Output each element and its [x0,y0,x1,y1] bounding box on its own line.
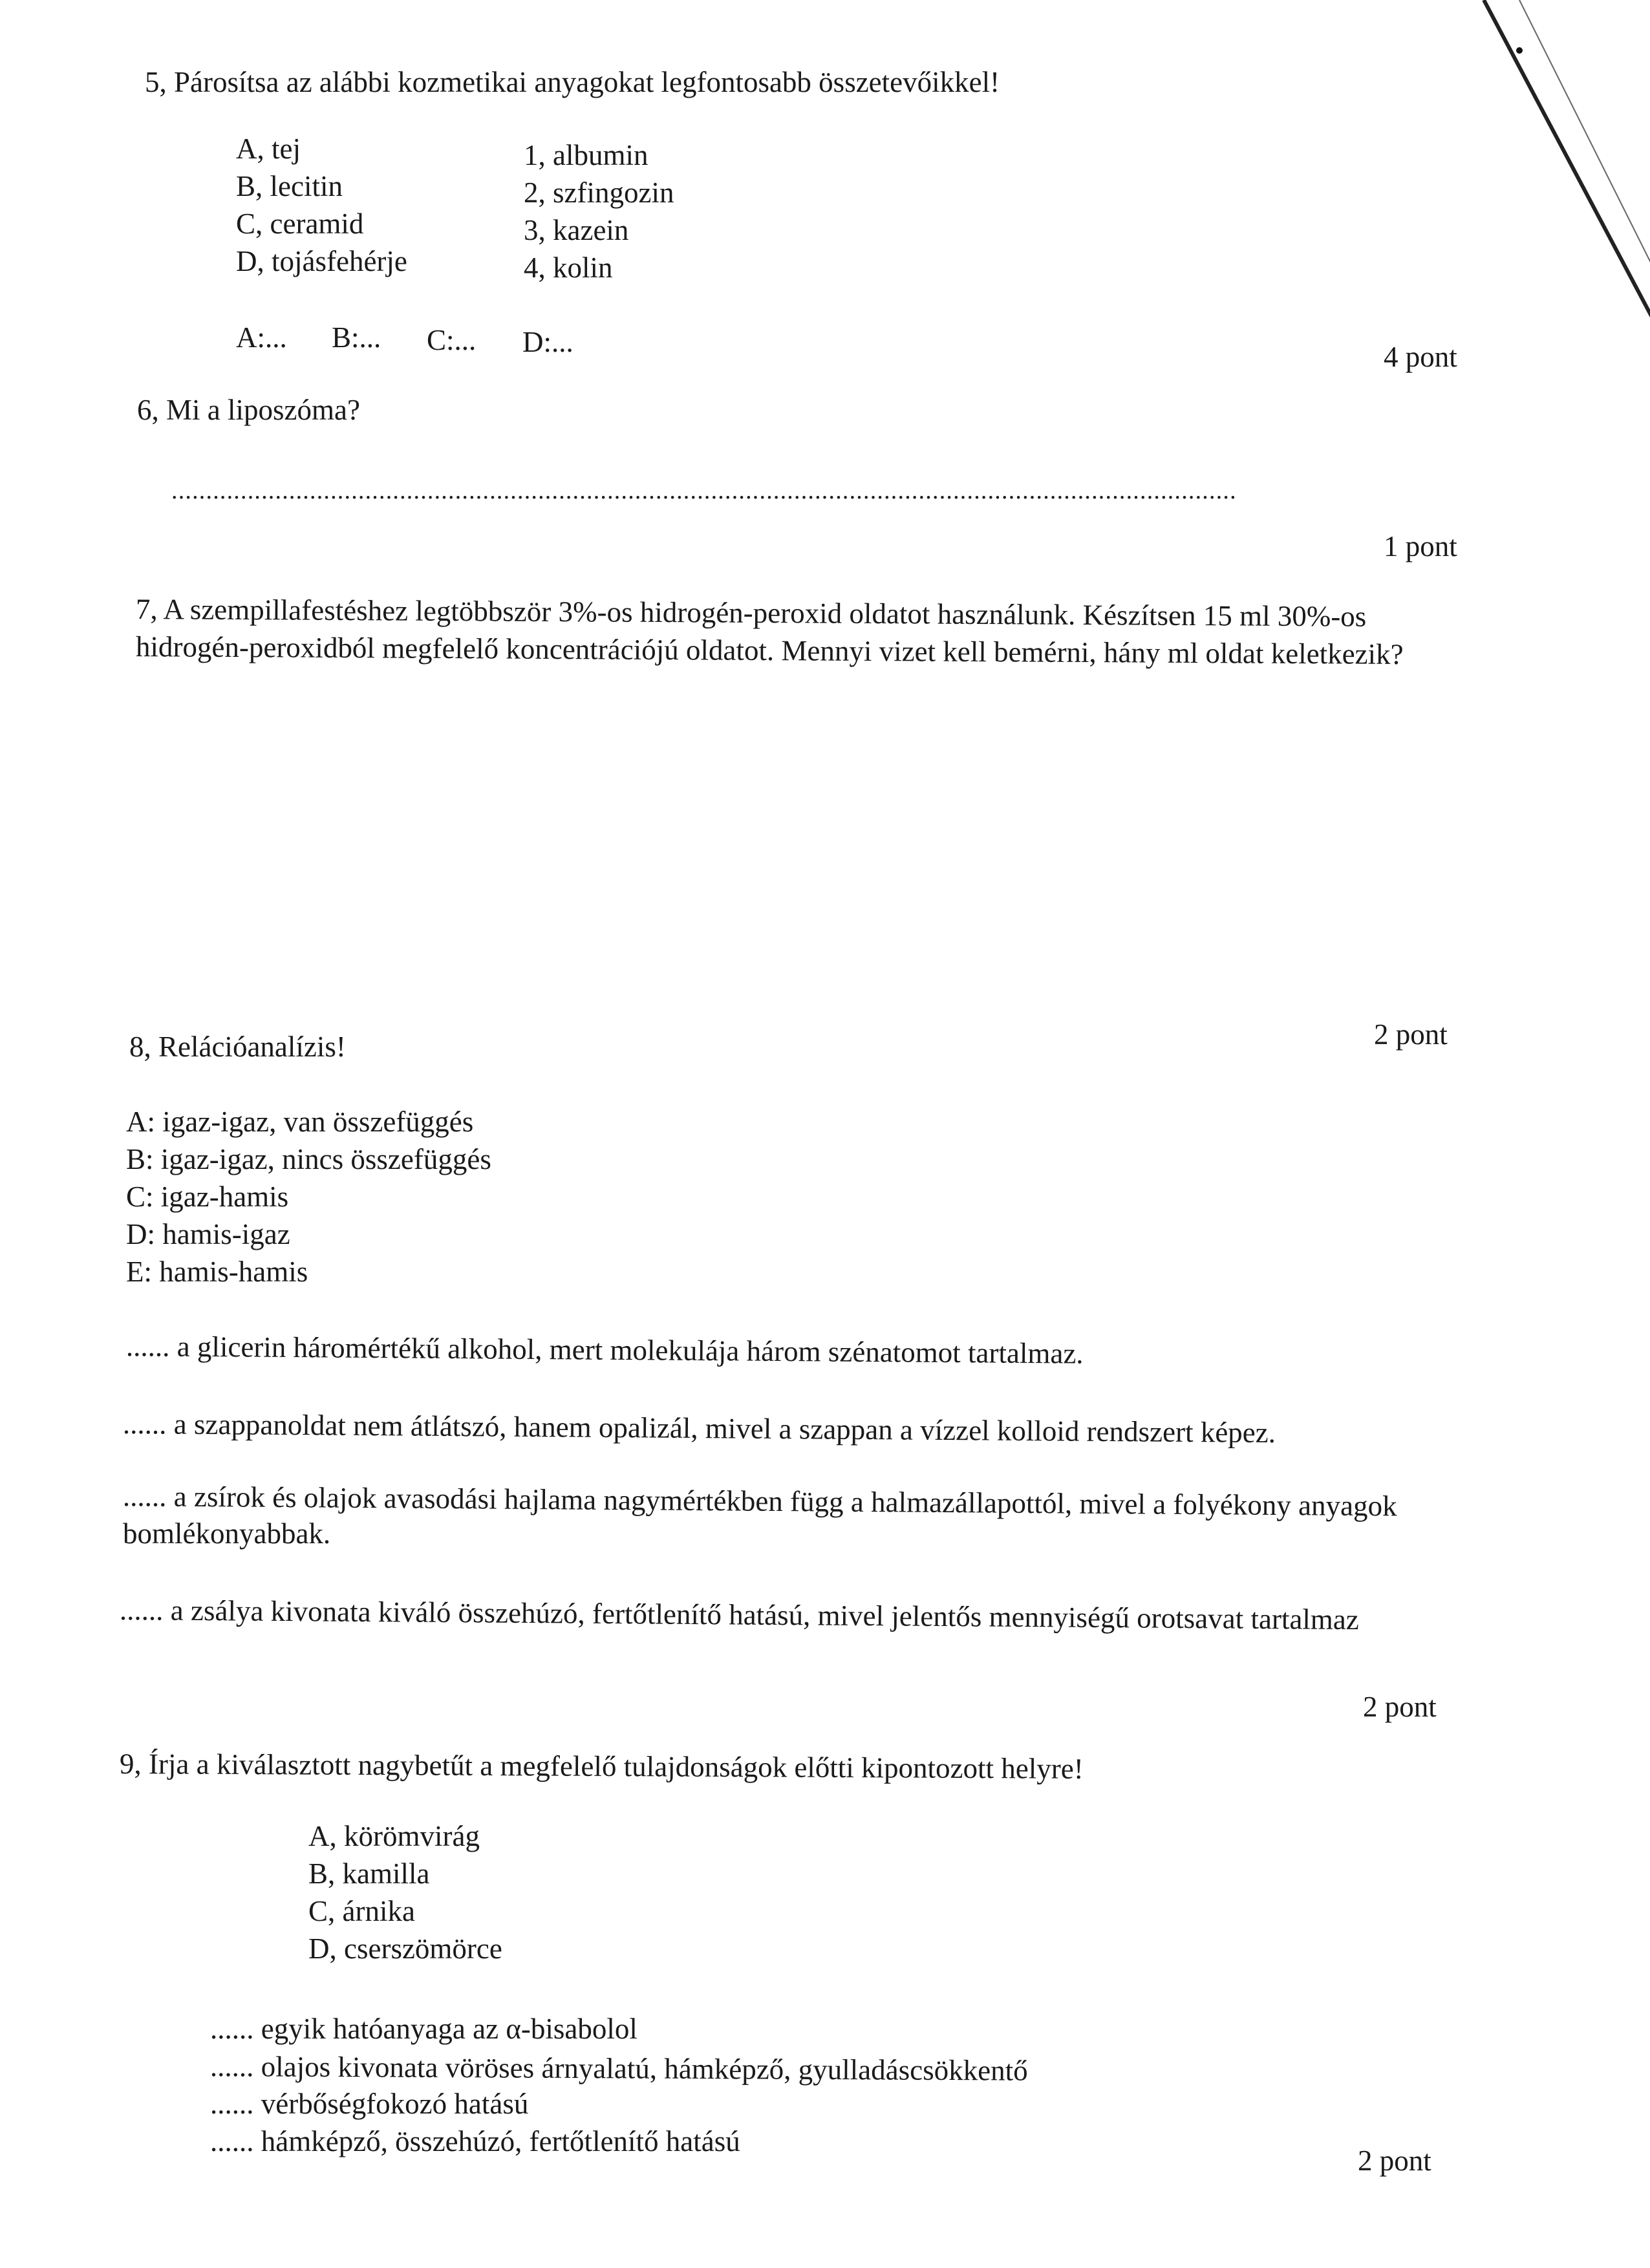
q7-points: 2 pont [1374,1018,1448,1051]
q8-statement[interactable]: ...... a zsálya kivonata kiváló összehúzó, fertőtlenítő hatású, mivel jelentős mennyiségű orotsavat tartalmaz [119,1594,1360,1636]
q6-title: 6, Mi a liposzóma? [137,394,360,426]
q9-option: D, cserszömörce [308,1932,502,1965]
q9-item[interactable]: ...... olajos kivonata vöröses árnyalatú, hámképző, gyulladáscsökkentő [209,2050,1028,2087]
scan-edge-mark [1481,0,1650,336]
q8-statement[interactable]: ...... a glicerin háromértékű alkohol, mert molekulája három szénatomot tartalmaz. [125,1330,1084,1370]
q5-title: 5, Párosítsa az alábbi kozmetikai anyagokat legfontosabb összetevőikkel! [145,66,1000,98]
q5-answer-blank[interactable]: D:... [522,326,573,358]
q7-text-line1: 7, A szempillafestéshez legtöbbször 3%-os hidrogén-peroxid oldatot használunk. Készítsen 15 ml 30%-os [135,593,1367,633]
q9-option: C, árnika [308,1895,415,1927]
q6-points: 1 pont [1384,530,1457,562]
q8-points: 2 pont [1363,1691,1437,1723]
q7-text-line2: hidrogén-peroxidból megfelelő koncentrációjú oldatot. Mennyi vizet kell bemérni, hány ml oldat keletkezik? [135,630,1404,670]
q5-right-item: 1, albumin [524,139,648,171]
q5-left-item: D, tojásfehérje [236,245,407,277]
q5-answer-blank[interactable]: C:... [427,324,477,356]
q8-option: C: igaz-hamis [126,1181,289,1213]
q5-right-item: 4, kolin [524,251,613,284]
q8-option: D: hamis-igaz [126,1218,290,1250]
q5-right-item: 2, szfingozin [524,177,674,209]
q5-points: 4 pont [1384,341,1457,373]
q5-answer-blank[interactable]: A:... [236,321,287,354]
q5-left-item: C, ceramid [236,208,364,240]
q9-option: B, kamilla [308,1857,430,1890]
q9-title: 9, Írja a kiválasztott nagybetűt a megfelelő tulajdonságok előtti kipontozott helyre! [119,1748,1084,1785]
q8-statement-cont: bomlékonyabbak. [123,1517,331,1550]
q5-right-item: 3, kazein [524,214,629,246]
q9-points: 2 pont [1358,2145,1431,2177]
q9-item[interactable]: ...... egyik hatóanyaga az α-bisabolol [210,2013,638,2045]
q8-statement[interactable]: ...... a szappanoldat nem átlátszó, hanem opalizál, mivel a szappan a vízzel kolloid rendszert képez. [122,1407,1276,1450]
q8-statement[interactable]: ...... a zsírok és olajok avasodási hajlama nagymértékben függ a halmazállapottól, mivel a folyékony anyagok [122,1480,1397,1523]
q5-left-item: A, tej [236,133,301,165]
q8-option: E: hamis-hamis [126,1256,308,1288]
q9-item[interactable]: ...... hámképző, összehúzó, fertőtlenítő hatású [210,2125,740,2157]
q9-item[interactable]: ...... vérbőségfokozó hatású [210,2088,529,2120]
q5-answer-blank[interactable]: B:... [332,321,381,354]
q8-option: B: igaz-igaz, nincs összefüggés [126,1143,491,1175]
q6-answer-line[interactable]: .......................................................................................................................................................... [171,477,1237,504]
q8-title: 8, Relációanalízis! [129,1031,346,1063]
q8-option: A: igaz-igaz, van összefüggés [126,1106,474,1138]
q9-option: A, körömvirág [308,1820,480,1852]
q5-left-item: B, lecitin [236,170,343,202]
